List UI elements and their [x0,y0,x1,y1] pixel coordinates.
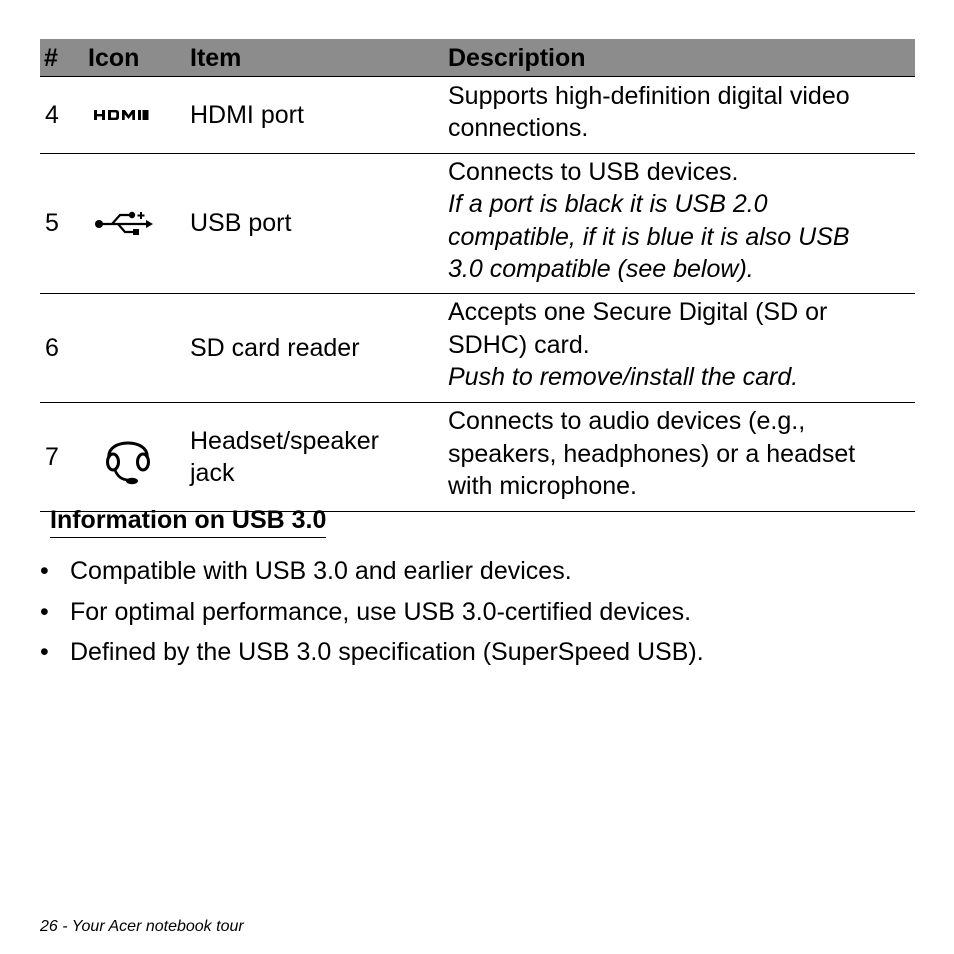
list-item-text: Compatible with USB 3.0 and earlier devices. [70,557,572,585]
list-item [40,634,900,670]
row-icon-cell [88,77,190,154]
description-line: Accepts one Secure Digital (SD or [448,298,828,327]
row-icon-cell [88,294,190,403]
hdmi-icon [94,108,152,122]
description-line: with microphone. [448,472,637,501]
row-icon-cell [88,403,190,512]
header-description: Description [448,39,915,77]
row-item: USB port [190,154,448,294]
usb-icon [94,209,154,239]
page-footer: 26 - Your Acer notebook tour [40,918,244,935]
note-line: 3.0 compatible (see below). [448,255,754,283]
row-number: 7 [40,403,88,512]
note-line: Push to remove/install the card. [448,363,799,392]
ports-table [40,39,915,512]
row-number: 5 [40,154,88,294]
description-line: connections. [448,114,589,142]
row-description [448,294,915,403]
row-description [448,154,915,294]
description-line: Supports high-definition digital video [448,81,850,110]
list-item-text: For optimal performance, use USB 3.0-certified devices. [70,597,692,626]
list-item-text: Defined by the USB 3.0 specification (SuperSpeed USB). [70,638,704,666]
description-line: SDHC) card. [448,330,590,359]
row-item: HDMI port [190,77,448,154]
row-item [190,403,448,512]
headset-icon [102,426,154,488]
header-item: Item [190,39,448,77]
row-number: 4 [40,77,88,154]
table-row [40,403,915,512]
header-icon: Icon [88,39,190,77]
row-item: SD card reader [190,294,448,403]
description-line: Connects to audio devices (e.g., [448,407,806,436]
bullet-marker: • [40,557,49,585]
table-row [40,294,915,403]
row-description [448,77,915,154]
bullet-marker: • [40,597,49,626]
row-description [448,403,915,512]
description-line: speakers, headphones) or a headset [448,439,856,468]
note-line: compatible, if it is blue it is also USB [448,222,850,251]
table-row [40,154,915,294]
list-item [40,553,900,589]
table-header-row [40,39,915,77]
header-number: # [40,39,88,77]
item-line: Headset/speaker [190,426,380,455]
description-line: Connects to USB devices. [448,157,739,186]
table-row [40,77,915,154]
row-icon-cell [88,154,190,294]
list-item [40,594,900,630]
bullet-marker: • [40,638,49,666]
item-line: jack [190,459,235,487]
row-number: 6 [40,294,88,403]
usb-info-list [40,553,900,675]
note-line: If a port is black it is USB 2.0 [448,190,768,218]
section-heading: Information on USB 3.0 [50,504,326,538]
